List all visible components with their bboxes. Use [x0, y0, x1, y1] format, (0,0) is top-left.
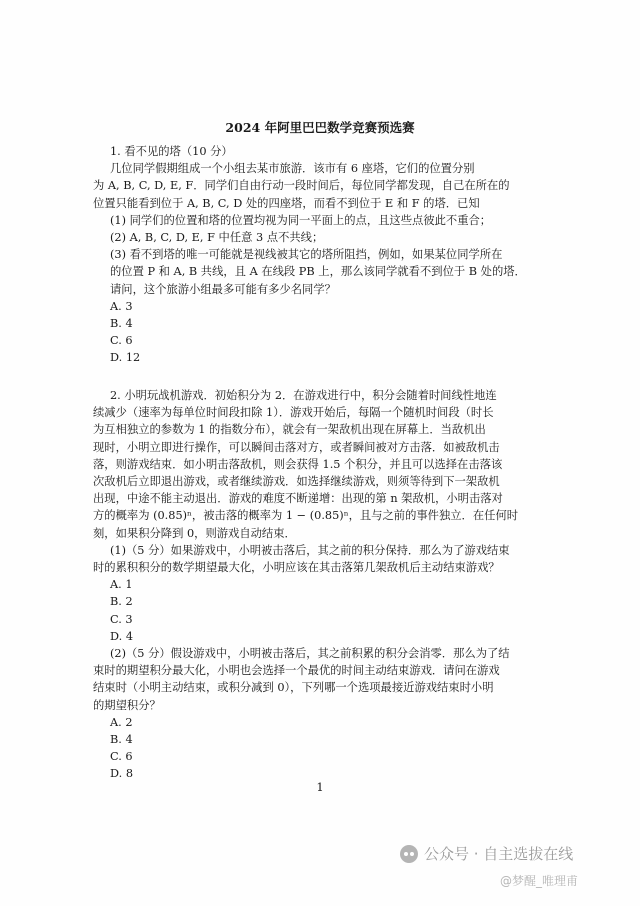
option-d: D. 4: [110, 629, 134, 643]
option-d: D. 12: [110, 351, 141, 365]
question-2-line: 为互相独立的参数为 1 的指数分布），就会有一架敌机出现在屏幕上．当敌机出: [93, 423, 486, 437]
question-1-heading: 1. 看不见的塔（10 分）: [110, 145, 233, 158]
question-2-part-2-line: 的期望积分？: [93, 698, 161, 712]
question-2-part-2-options: [93, 714, 555, 783]
watermark-text: 公众号 · 自主选拔在线: [424, 845, 574, 863]
option-a: A. 1: [110, 578, 133, 592]
question-1-line: 为 A, B, C, D, E, F．同学们自由行动一段时间后，每位同学都发现，自己在所在的: [93, 179, 510, 193]
question-2-line: 2. 小明玩战机游戏．初始积分为 2．在游戏进行中，积分会随着时间线性地连: [110, 389, 497, 402]
option-b: B. 2: [110, 595, 133, 609]
question-1-line: 位置只能看到位于 A, B, C, D 处的四座塔，而看不到位于 E 和 F 的塔．已知: [93, 196, 480, 210]
option-a: A. 2: [110, 715, 133, 729]
question-1-line: (3) 看不到塔的唯一可能就是视线被其它的塔所阻挡，例如，如果某位同学所在: [110, 248, 503, 262]
question-1-line: 的位置 P 和 A, B 共线，且 A 在线段 PB 上，那么该同学就看不到位于 B 处的塔．: [110, 265, 526, 279]
page-number: 1: [316, 780, 324, 794]
option-a: A. 3: [110, 299, 133, 313]
question-1-line: 请问，这个旅游小组最多可能有多少名同学？: [110, 282, 336, 296]
option-c: C. 6: [110, 334, 133, 348]
question-2-part-2-line: 束时的期望积分最大化，小明也会选择一个最优的时间主动结束游戏．请问在游戏: [93, 664, 500, 678]
question-2-part-1-options: [93, 576, 555, 645]
question-2-line: 现时，小明立即进行操作，可以瞬间击落对方，或者瞬间被对方击落．如被敌机击: [93, 440, 500, 454]
question-1: [93, 143, 555, 367]
question-1-line: 几位同学假期组成一个小组去某市旅游．该市有 6 座塔，它们的位置分别: [110, 162, 475, 176]
option-b: B. 4: [110, 733, 133, 747]
question-2-line: 续减少（速率为每单位时间段扣除 1）．游戏开始后，每隔一个随机时间段（时长: [93, 406, 494, 420]
question-2: [93, 387, 555, 783]
question-2-part-1-line: 时的累积积分的数学期望最大化，小明应该在其击落第几架敌机后主动结束游戏？: [93, 561, 500, 575]
question-2-line: 刻，如果积分降到 0，则游戏自动结束．: [93, 526, 296, 540]
question-2-line: 次敌机后立即退出游戏，或者继续游戏．如选择继续游戏，则须等待到下一架敌机: [93, 475, 500, 489]
question-2-line: 出现，中途不能主动退出．游戏的难度不断递增：出现的第 n 架敌机，小明击落对: [93, 492, 503, 506]
question-2-line: 方的概率为 (0.85)ⁿ，被击落的概率为 1 − (0.85)ⁿ，且与之前的事件独立．在任何时: [93, 509, 519, 523]
question-2-part-2-line: 结束时（小明主动结束，或积分减到 0），下列哪一个选项最接近游戏结束时小明: [93, 681, 494, 695]
question-1-options: [93, 298, 555, 367]
question-2-part-1-line: (1)（5 分）如果游戏中，小明被击落后，其之前的积分保持．那么为了游戏结束: [110, 543, 510, 557]
option-d: D. 8: [110, 767, 134, 781]
page-title: 2024 年阿里巴巴数学竞赛预选赛: [225, 120, 415, 135]
question-1-line: (2) A, B, C, D, E, F 中任意 3 点不共线；: [110, 231, 324, 245]
question-2-line: 落，则游戏结束．如小明击落敌机，则会获得 1.5 个积分，并且可以选择在击落该: [93, 457, 503, 471]
option-b: B. 4: [110, 317, 133, 331]
watermark-sub: @梦醒_唯理甫: [500, 874, 579, 888]
option-c: C. 6: [110, 750, 133, 764]
option-c: C. 3: [110, 612, 133, 626]
wechat-icon: [400, 845, 418, 863]
question-2-part-2-line: (2)（5 分）假设游戏中，小明被击落后，其之前积累的积分会消零．那么为了结: [110, 647, 510, 661]
question-1-line: (1) 同学们的位置和塔的位置均视为同一平面上的点，且这些点彼此不重合；: [110, 213, 492, 227]
watermark: [400, 843, 573, 864]
